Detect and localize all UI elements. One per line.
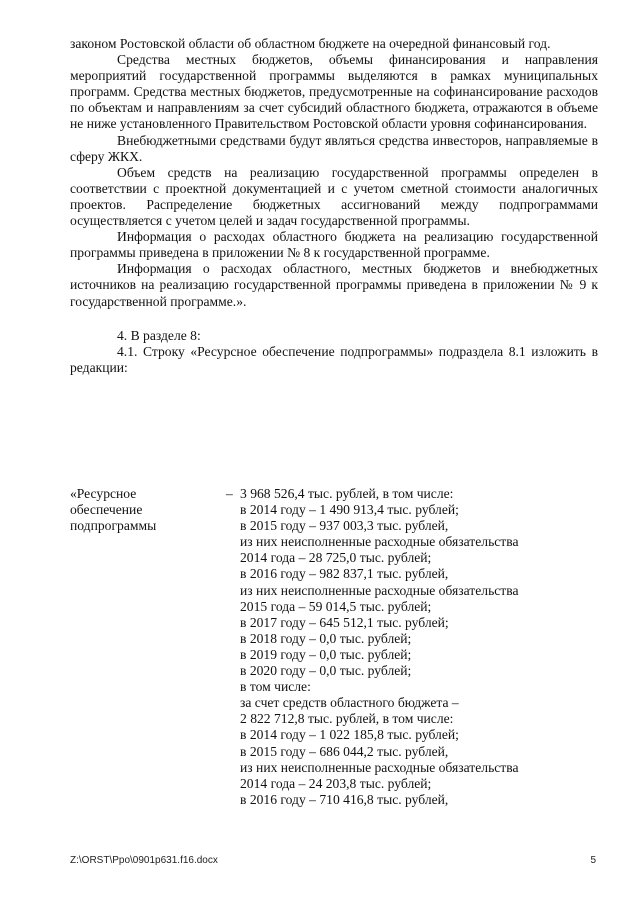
- document-body: [70, 36, 598, 376]
- resource-line: в 2020 году – 0,0 тыс. рублей;: [240, 663, 412, 679]
- resource-line: в 2016 году – 982 837,1 тыс. рублей,: [240, 566, 449, 582]
- resource-line: в 2018 году – 0,0 тыс. рублей;: [240, 630, 412, 646]
- paragraph-funding-volume: Объем средств на реализацию государственной программы определен в соответствии с проектной документацией и с учетом сметной стоимости аналогичных проектов. Распределение бюджетных ассигнований между подпрограммами осуществляется с учетом целей и задач государственной программы.: [70, 164, 598, 229]
- resource-line: 2015 года – 59 014,5 тыс. рублей;: [240, 598, 432, 614]
- resource-line: за счет средств областного бюджета –: [240, 695, 459, 711]
- resource-line: из них неисполненные расходные обязательства: [240, 759, 519, 775]
- resource-line: в 2014 году – 1 022 185,8 тыс. рублей;: [240, 727, 459, 743]
- instruction-paragraph: 4.1. Строку «Ресурсное обеспечение подпрограммы» подраздела 8.1 изложить в редакции:: [70, 343, 598, 375]
- resource-line: 3 968 526,4 тыс. рублей, в том числе:: [240, 486, 454, 501]
- resource-line: в том числе:: [240, 679, 311, 695]
- resource-line: в 2016 году – 710 416,8 тыс. рублей,: [240, 791, 449, 807]
- paragraph-appendix-8: Информация о расходах областного бюджета на реализацию государственной программы приведена в приложении № 8 к государственной программе.: [70, 229, 598, 261]
- resource-label-line: обеспечение: [70, 502, 143, 518]
- resource-line: 2014 года – 28 725,0 тыс. рублей;: [240, 550, 432, 566]
- resource-line: в 2017 году – 645 512,1 тыс. рублей;: [240, 614, 449, 630]
- resource-label-line: «Ресурсное: [70, 486, 137, 501]
- resource-line: 2014 года – 24 203,8 тыс. рублей;: [240, 775, 432, 791]
- paragraph-continuation: законом Ростовской области об областном бюджете на очередной финансовый год.: [70, 36, 551, 51]
- resource-line: в 2019 году – 0,0 тыс. рублей;: [240, 646, 412, 662]
- resource-label-line: подпрограммы: [70, 518, 157, 534]
- paragraph-appendix-9: Информация о расходах областного, местных бюджетов и внебюджетных источников на реализацию государственной программы приведена в приложении № 9 к государственной программе.».: [70, 261, 598, 309]
- resource-label: [70, 486, 200, 534]
- paragraph-local-budgets: Средства местных бюджетов, объемы финансирования и направления мероприятий государственной программы выделяются в рамках муниципальных программ. Средства местных бюджетов, предусмотренные на софинансирование расходов по объектам и направлениям за счет субсидий областного бюджета, отражаются в объеме не ниже установленного Правительством Ростовской области уровня софинансирования.: [70, 52, 598, 132]
- resource-line: в 2014 году – 1 490 913,4 тыс. рублей;: [240, 502, 459, 518]
- footer-file-path: Z:\ORST\Ppo\0901p631.f16.docx: [70, 855, 218, 866]
- page-number: 5: [590, 855, 596, 866]
- resource-dash: –: [226, 486, 233, 501]
- section-heading: 4. В разделе 8:: [117, 327, 201, 343]
- paragraph-extrabudgetary: Внебюджетными средствами будут являться средства инвесторов, направляемые в сферу ЖКХ.: [70, 132, 598, 164]
- resource-line: в 2015 году – 686 044,2 тыс. рублей,: [240, 743, 449, 759]
- resource-line: из них неисполненные расходные обязательства: [240, 534, 519, 550]
- resource-line: 2 822 712,8 тыс. рублей, в том числе:: [240, 711, 454, 727]
- resource-line: в 2015 году – 937 003,3 тыс. рублей,: [240, 518, 449, 534]
- resource-line: из них неисполненные расходные обязательства: [240, 582, 519, 598]
- resource-values: [240, 486, 598, 808]
